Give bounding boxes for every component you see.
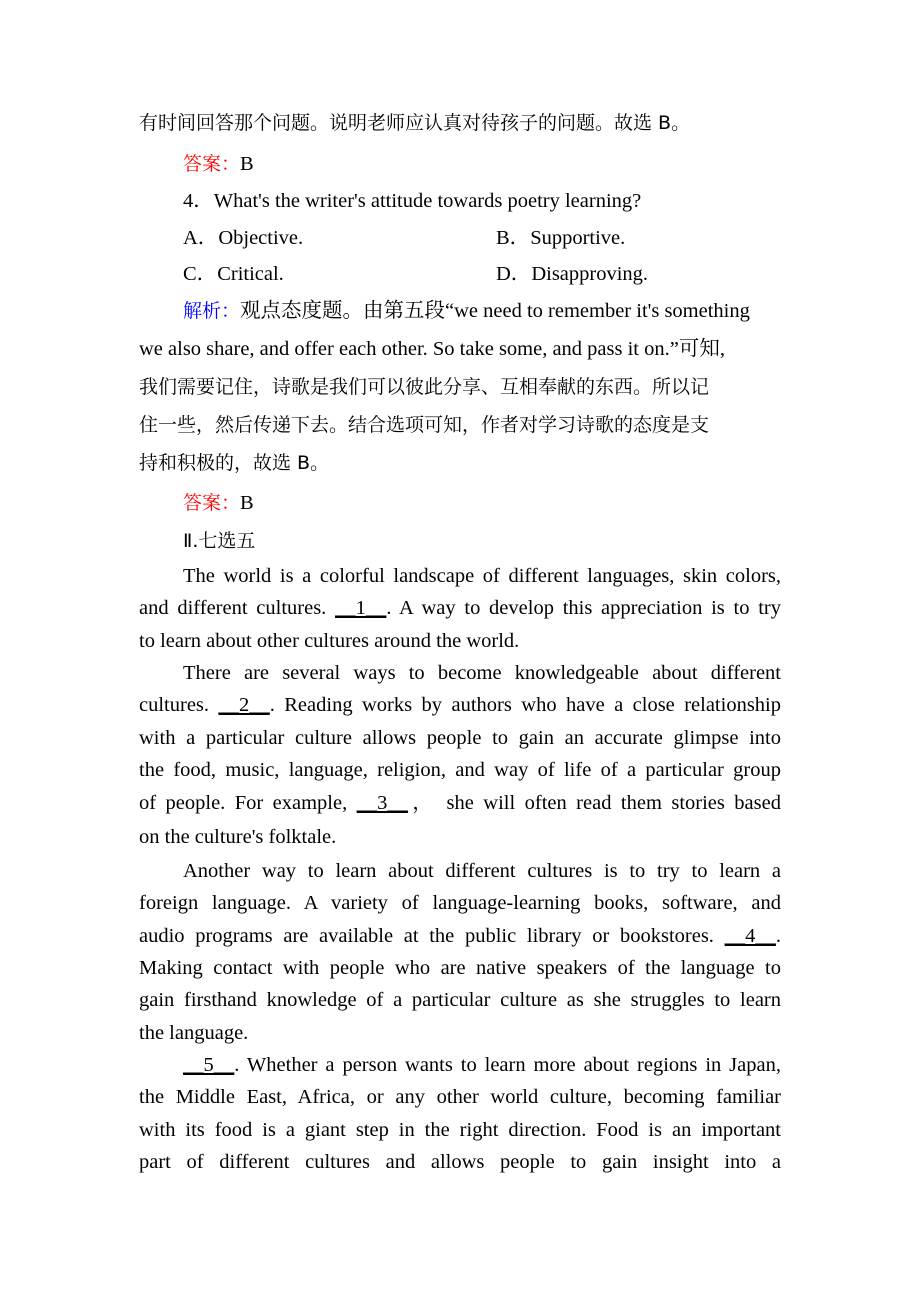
option-d: D．Disapproving.	[496, 263, 649, 285]
passage-p4-line-4: part of different cultures and allows people to gain insight into a	[139, 1151, 781, 1173]
passage-p3-line-1: Another way to learn about different cultures is to try to learn a	[183, 860, 781, 882]
blank-5[interactable]: __5__	[183, 1054, 235, 1076]
answer-value: B	[240, 492, 254, 514]
passage-p2-line-2: cultures. __2__. Reading works by authors who have a close relationship	[139, 694, 781, 716]
q4-analysis-line-4: 住一些，然后传递下去。结合选项可知，作者对学习诗歌的态度是支	[139, 414, 710, 436]
passage-p3-line-2: foreign language. A variety of language-learning books, software, and	[139, 892, 781, 914]
blank-2[interactable]: __2__	[218, 694, 270, 716]
passage-p4-line-2: the Middle East, Africa, or any other world culture, becoming familiar	[139, 1086, 781, 1108]
passage-p2-line-1: There are several ways to become knowledgeable about different	[183, 662, 781, 684]
blank-1[interactable]: __1__	[335, 597, 387, 619]
passage-p2-line-5: of people. For example, __3__， she will often read them stories based	[139, 792, 781, 814]
answer-label: 答案：	[183, 153, 241, 175]
option-a: A．Objective.	[183, 227, 304, 249]
passage-p2-line-3: with a particular culture allows people to gain an accurate glimpse into	[139, 727, 781, 749]
answer-value: B	[240, 153, 254, 175]
passage-p4-line-3: with its food is a giant step in the right direction. Food is an important	[139, 1119, 781, 1141]
blank-3[interactable]: __3__	[356, 792, 408, 814]
passage-p2-line-6: on the culture's folktale.	[139, 826, 337, 848]
passage-p4-line-1: __5__. Whether a person wants to learn more about regions in Japan,	[183, 1054, 781, 1076]
blank-4[interactable]: __4__	[724, 925, 776, 947]
passage-p3-line-3: audio programs are available at the public library or bookstores. __4__.	[139, 925, 781, 947]
passage-p2-line-4: the food, music, language, religion, and way of life of a particular group	[139, 759, 781, 781]
passage-p1-line-3: to learn about other cultures around the world.	[139, 630, 520, 652]
q4-answer	[183, 491, 781, 515]
q4-analysis-line-3: 我们需要记住，诗歌是我们可以彼此分享、互相奉献的东西。所以记	[139, 376, 710, 398]
passage-p1-line-2: and different cultures. __1__. A way to develop this appreciation is to try	[139, 597, 781, 619]
q3-explanation-tail: 有时间回答那个问题。说明老师应认真对待孩子的问题。故选 B。	[139, 112, 691, 134]
passage-p1-line-1: The world is a colorful landscape of different languages, skin colors,	[183, 565, 781, 587]
q3-answer	[183, 152, 781, 176]
analysis-label: 解析：	[183, 300, 241, 322]
q4-question: 4．What's the writer's attitude towards poetry learning?	[183, 190, 642, 212]
q4-analysis-line-5: 持和积极的，故选 B。	[139, 452, 330, 474]
answer-label: 答案：	[183, 492, 241, 514]
option-c: C．Critical.	[183, 263, 284, 285]
passage-p3-line-6: the language.	[139, 1022, 249, 1044]
option-b: B．Supportive.	[496, 227, 626, 249]
q4-analysis-line-2: we also share, and offer each other. So take some, and pass it on.”可知,	[139, 338, 725, 360]
passage-p3-line-4: Making contact with people who are native speakers of the language to	[139, 957, 781, 979]
passage-p3-line-5: gain firsthand knowledge of a particular culture as she struggles to learn	[139, 989, 781, 1011]
section-title: Ⅱ.七选五	[183, 530, 256, 552]
q4-analysis-line-1: 解析：观点态度题。由第五段“we need to remember it's something	[183, 300, 750, 322]
